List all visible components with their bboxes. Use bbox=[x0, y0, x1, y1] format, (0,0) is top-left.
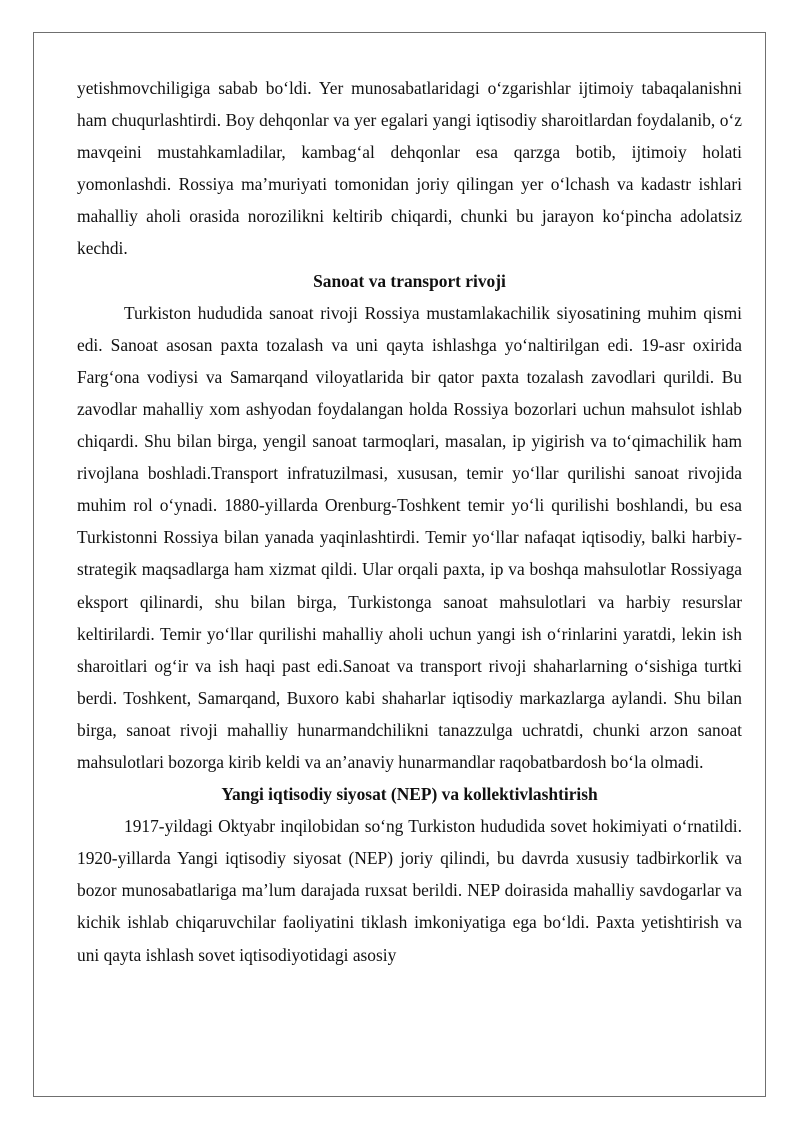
section-heading-nep: Yangi iqtisodiy siyosat (NEP) va kollektivlashtirish bbox=[221, 784, 598, 805]
paragraph-nep: 1917-yildagi Oktyabr inqilobidan so‘ng Turkiston hududida sovet hokimiyati o‘rnatildi. 1920-yillarda Yangi iqtisodiy siyosat (NEP) joriy qilindi, bu davrda xususiy tadbirkorlik va bozor munosabatlariga ma’lum darajada ruxsat berildi. NEP doirasida mahalliy savdogarlar va kichik ishlab chiqaruvchilar faoliyatini tiklash imkoniyatiga ega bo‘ldi. Paxta yetishtirish va uni qayta ishlash sovet iqtisodiyotidagi asosiy bbox=[77, 816, 742, 965]
section-heading-industry-transport: Sanoat va transport rivoji bbox=[313, 270, 506, 291]
paragraph-industry-transport: Turkiston hududida sanoat rivoji Rossiya mustamlakachilik siyosatining muhim qismi edi. Sanoat asosan paxta tozalash va uni qayta ishlashga yo‘naltirilgan edi. 19-asr oxirida Farg‘ona vodiysi va Samarqand viloyatlarida bir qator paxta tozalash zavodlari qurildi. Bu zavodlar mahalliy xom ashyodan foydalangan holda Rossiya bozorlari uchun mahsulot ishlab chiqardi. Shu bilan birga, yengil sanoat tarmoqlari, masalan, ip yigirish va to‘qimachilik ham rivojlana boshladi.Transport infratuzilmasi, xususan, temir yo‘llar qurilishi sanoat rivojida muhim rol o‘ynadi. 1880-yillarda Orenburg-Toshkent temir yo‘li qurilishi boshlandi, bu esa Turkistonni Rossiya bilan yanada yaqinlashtirdi. Temir yo‘llar nafaqat iqtisodiy, balki harbiy-strategik maqsadlarga ham xizmat qildi. Ular orqali paxta, ip va boshqa mahsulotlar Rossiyaga eksport qilinardi, shu bilan birga, Turkistonga sanoat mahsulotlari va harbiy resurslar keltirilardi. Temir yo‘llar qurilishi mahalliy aholi uchun yangi ish o‘rinlarini yaratdi, lekin ish sharoitlari og‘ir va ish haqi past edi.Sanoat va transport rivoji shaharlarning o‘sishiga turtki berdi. Toshkent, Samarqand, Buxoro kabi shaharlar iqtisodiy markazlarga aylandi. Shu bilan birga, sanoat rivoji mahalliy hunarmandchilikni tanazzulga uchratdi, chunki arzon sanoat mahsulotlari bozorga kirib keldi va an’anaviy hunarmandlar raqobatbardosh bo‘la olmadi. bbox=[77, 302, 742, 772]
paragraph-continuation: yetishmovchiligiga sabab bo‘ldi. Yer munosabatlaridagi o‘zgarishlar ijtimoiy tabaqalanishni ham chuqurlashtirdi. Boy dehqonlar va yer egalari yangi iqtisodiy sharoitlardan foydalanib, o‘z mavqeini mustahkamladilar, kambag‘al dehqonlar esa qarzga botib, ijtimoiy holati yomonlashdi. Rossiya ma’muriyati tomonidan joriy qilingan yer o‘lchash va kadastr ishlari mahalliy aholi orasida norozilikni keltirib chiqardi, chunki bu jarayon ko‘pincha adolatsiz kechdi. bbox=[77, 78, 742, 259]
document-body bbox=[77, 72, 742, 971]
